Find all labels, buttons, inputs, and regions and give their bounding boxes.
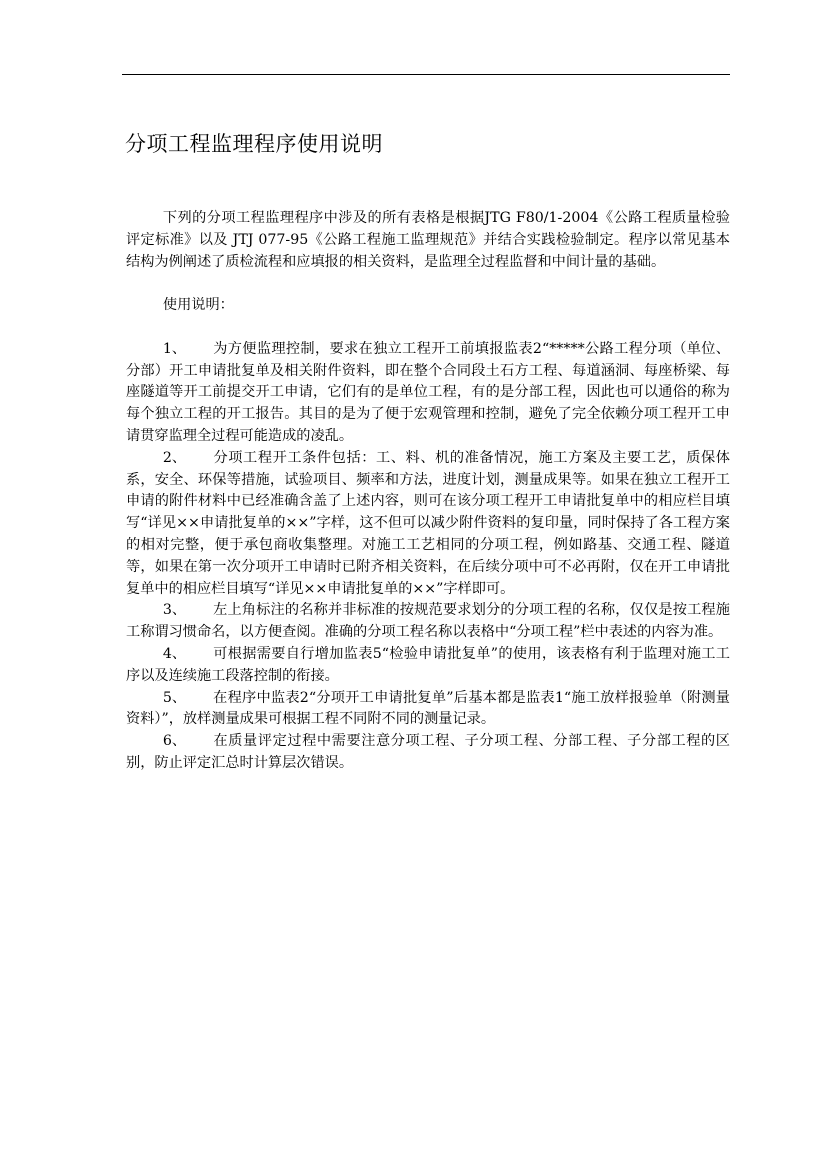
usage-item-1: [126, 339, 730, 448]
header-rule: [122, 74, 730, 75]
document-title: 分项工程监理程序使用说明: [125, 132, 383, 156]
usage-item-text: 在程序中监表2“分项开工申请批复单”后基本都是监表1“施工放样报验单（附测量资料）”，放样测量成果可根据工程不同附不同的测量记录。: [126, 689, 730, 728]
usage-item-number: 6、: [162, 733, 187, 750]
usage-item-number: 1、: [162, 340, 187, 357]
usage-item-number: 3、: [162, 602, 187, 619]
usage-item-text: 左上角标注的名称并非标准的按规范要求划分的分项工程的名称，仅仅是按工程施工称谓习惯命名，以方便查阅。准确的分项工程名称以表格中“分项工程”栏中表述的内容为准。: [126, 602, 730, 641]
usage-item-text: 可根据需要自行增加监表5“检验申请批复单”的使用，该表格有利于监理对施工工序以及连续施工段落控制的衔接。: [126, 645, 730, 684]
usage-item-number: 5、: [162, 689, 187, 706]
usage-item-number: 2、: [162, 449, 187, 466]
usage-item-4: [126, 644, 730, 688]
usage-item-6: [126, 731, 730, 775]
usage-item-2: [126, 448, 730, 601]
usage-item-3: [126, 600, 730, 644]
usage-item-text: 为方便监理控制，要求在独立工程开工前填报监表2“*****公路工程分项（单位、分部）开工申请批复单及相关附件资料，即在整个合同段土石方工程、每道涵洞、每座桥梁、每座隧道等开工前提交开工申请，它们有的是单位工程，有的是分部工程，因此也可以通俗的称为每个独立工程的开工报告。其目的是为了便于宏观管理和控制，避免了完全依赖分项工程开工申请贯穿监理全过程可能造成的凌乱。: [126, 340, 730, 444]
usage-item-number: 4、: [162, 645, 187, 662]
usage-item-5: [126, 688, 730, 732]
usage-heading: 使用说明：: [162, 297, 234, 314]
usage-item-text: 在质量评定过程中需要注意分项工程、子分项工程、分部工程、子分部工程的区别，防止评定汇总时计算层次错误。: [126, 733, 730, 771]
document-body: [126, 208, 730, 775]
intro-paragraph: 下列的分项工程监理程序中涉及的所有表格是根据JTG F80/1-2004《公路工程质量检验评定标准》以及 JTJ 077-95《公路工程施工监理规范》并结合实践检验制定。程序以常见基本结构为例阐述了质检流程和应填报的相关资料，是监理全过程监督和中间计量的基础。: [126, 210, 730, 270]
usage-item-text: 分项工程开工条件包括：工、料、机的准备情况，施工方案及主要工艺，质保体系，安全、环保等措施，试验项目、频率和方法，进度计划，测量成果等。如果在独立工程开工申请的附件材料中已经准确含盖了上述内容，则可在该分项工程开工申请批复单中的相应栏目填写“详见××申请批复单的××”字样，这不但可以减少附件资料的复印量，同时保持了各工程方案的相对完整，便于承包商收集整理。对施工工艺相同的分项工程，例如路基、交通工程、隧道等，如果在第一次分项开工申请时已附齐相关资料，在后续分项中可不必再附，仅在开工申请批复单中的相应栏目填写“详见××申请批复单的××”字样即可。: [126, 449, 730, 597]
